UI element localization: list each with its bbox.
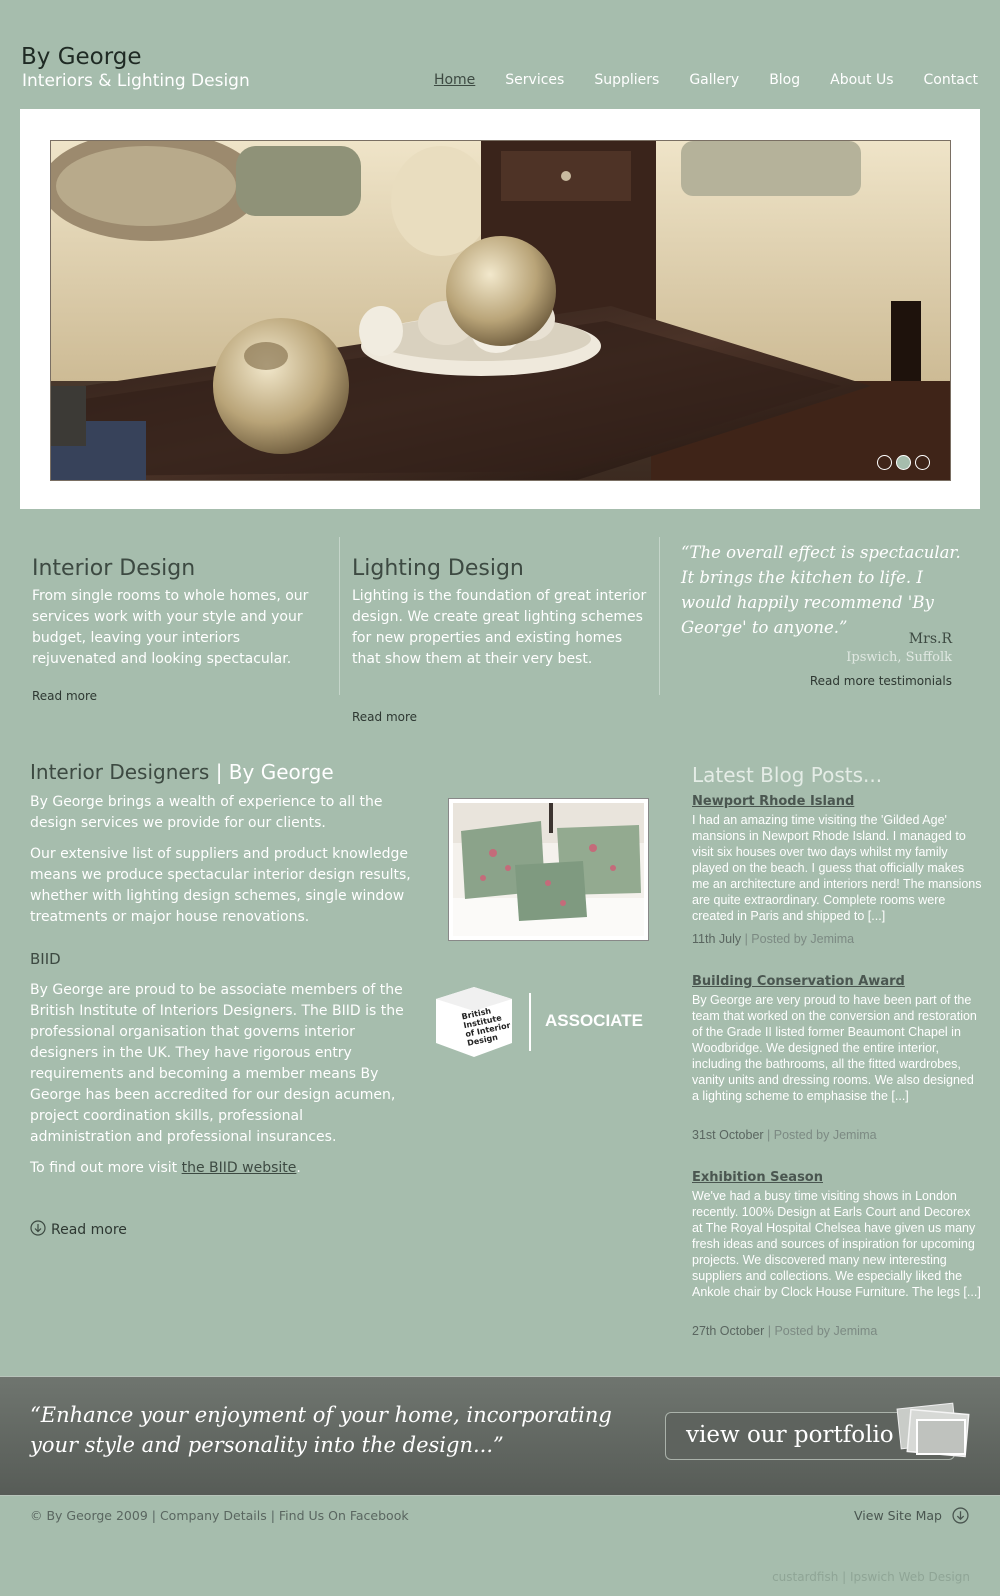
footer-copyright: © By George 2009 [30, 1508, 148, 1523]
blog-post-date: 11th July [692, 932, 742, 946]
column-divider [659, 537, 660, 695]
nav-blog[interactable]: Blog [769, 72, 801, 88]
band-quote [30, 1400, 612, 1460]
blog-post-meta [692, 932, 854, 946]
blog-post-date: 27th October [692, 1324, 765, 1338]
blog-section-title: Latest Blog Posts... [692, 763, 883, 787]
nav-about-us[interactable]: About Us [830, 72, 894, 88]
slide-dots [877, 455, 930, 470]
nav-services[interactable]: Services [505, 72, 565, 88]
biid-paragraph: By George are proud to be associate members of the British Institute of Interiors Designers. The BIID is the professional organisation that governs interior designers in the UK. They have rigorous entry requirements and becoming a member means By George has been accredited for our design acumen, project coordination skills, professional administration and professional insurances. [30, 982, 404, 1145]
blog-post-title[interactable]: Exhibition Season [692, 1170, 823, 1185]
footer-facebook-link[interactable]: Find Us On Facebook [278, 1508, 409, 1523]
biid-link-line [30, 1158, 420, 1179]
main-read-more-button[interactable] [30, 1220, 127, 1240]
nav-home[interactable]: Home [433, 72, 476, 88]
feature-body-lighting: Lighting is the foundation of great interior design. We create great lighting schemes for new properties and existing homes that show them at their very best. [352, 588, 647, 667]
designer-credit[interactable]: custardfish | Ipswich Web Design [772, 1570, 970, 1584]
biid-heading: BIID [30, 950, 61, 968]
biid-associate-badge: ASSOCIATE [545, 1011, 643, 1030]
blog-post-excerpt: By George are very proud to have been part of the team that worked on the conversion and restoration of the Grade II listed former Beaumont Chapel in Woodbridge. We designed the entire interior, including the bathrooms, all the fitted wardrobes, vanity units and dressing rooms. We also designed a lighting scheme to emphasise the [...] [692, 993, 977, 1103]
testimonial-author: Mrs.R [908, 631, 952, 647]
band-quote-line-1: “Enhance your enjoyment of your home, incorporating [30, 1403, 612, 1427]
feature-title-interior: Interior Design [32, 556, 196, 581]
slide-dot-3[interactable] [915, 455, 930, 470]
biid-website-link[interactable]: the BIID website [181, 1160, 297, 1176]
slide-dot-1[interactable] [877, 455, 892, 470]
blog-post-date: 31st October [692, 1128, 764, 1142]
main-read-more-label: Read more [51, 1222, 127, 1238]
blog-post-excerpt: I had an amazing time visiting the 'Gilded Age' mansions in Newport Rhode Island. I managed to visit six houses over two days whilst my family played on the beach. I guess that officially makes me an architecture and interiors nerd! The mansions are quite extraordinary. Complete rooms were created in Paris and shipped to [...] [692, 813, 982, 923]
read-more-testimonials-link[interactable]: Read more testimonials [809, 674, 952, 688]
pillow-image-frame [448, 798, 649, 941]
biid-associate-logo [436, 985, 651, 1060]
feature-read-more-lighting[interactable]: Read more [352, 710, 418, 724]
blog-post-author: | Posted by Jemima [764, 1324, 878, 1338]
intro-paragraph: By George brings a wealth of experience to all the design services we provide for our clients. [30, 794, 383, 831]
view-site-map-link[interactable]: View Site Map [854, 1508, 942, 1523]
nav-contact[interactable]: Contact [923, 72, 978, 88]
footer-company-details-link[interactable]: Company Details [159, 1508, 267, 1523]
hero-slideshow[interactable] [50, 140, 951, 481]
blog-post-meta [692, 1128, 877, 1142]
blog-post-meta [692, 1324, 877, 1338]
main-title-a: Interior Designers [30, 760, 210, 784]
photos-stack-icon[interactable] [895, 1402, 977, 1460]
blog-post-author: | Posted by Jemima [763, 1128, 877, 1142]
circle-arrow-down-icon[interactable] [952, 1507, 969, 1528]
blog-post-excerpt: We've had a busy time visiting shows in London recently. 100% Design at Earls Court and Decorex at The Royal Hospital Chelsea have given us many fresh ideas and sources of inspiration for upcoming projects. We discovered many new interesting suppliers and collections. We especially liked the Ankole chair by Clock House Furniture. The legs [...] [692, 1189, 981, 1299]
nav-suppliers[interactable]: Suppliers [594, 72, 660, 88]
testimonial-quote: “The overall effect is spectacular. It brings the kitchen to life. I would happily recommend 'By George' to anyone.” [681, 543, 961, 637]
footer-links [30, 1508, 409, 1523]
feature-read-more-interior[interactable]: Read more [32, 689, 98, 703]
blog-post-title[interactable]: Building Conservation Award [692, 974, 905, 989]
brand-tagline: Interiors & Lighting Design [22, 71, 250, 91]
footer-sep: | [266, 1508, 279, 1523]
testimonial-location: Ipswich, Suffolk [846, 650, 952, 665]
biid-link-prefix: To find out more visit [30, 1160, 182, 1176]
biid-link-suffix: . [296, 1160, 301, 1176]
main-title [30, 760, 334, 784]
slide-dot-2[interactable] [896, 455, 911, 470]
main-nav [434, 72, 978, 88]
main-title-b: By George [228, 760, 334, 784]
footer-sep: | [147, 1508, 160, 1523]
feature-title-lighting: Lighting Design [352, 556, 524, 581]
circle-arrow-down-icon [30, 1220, 46, 1240]
feature-body-interior: From single rooms to whole homes, our services work with your style and your budget, leaving your interiors rejuvenated and looking spectacular. [32, 588, 309, 667]
brand-name[interactable]: By George [21, 44, 142, 70]
biid-logo-text: British Institute of Interior Design [460, 1006, 512, 1048]
column-divider [339, 537, 340, 695]
hero-image [51, 141, 951, 481]
main-title-sep: | [215, 760, 223, 784]
nav-gallery[interactable]: Gallery [689, 72, 740, 88]
blog-post-author: | Posted by Jemima [741, 932, 855, 946]
cushions-image [453, 803, 644, 936]
suppliers-paragraph: Our extensive list of suppliers and product knowledge means we produce spectacular interior design results, whether with lighting design schemes, single window treatments or major house renovations. [30, 846, 411, 925]
view-portfolio-label: view our portfolio [686, 1422, 894, 1448]
blog-post-title[interactable]: Newport Rhode Island [692, 794, 855, 809]
band-quote-line-2: your style and personality into the design...” [30, 1433, 504, 1457]
